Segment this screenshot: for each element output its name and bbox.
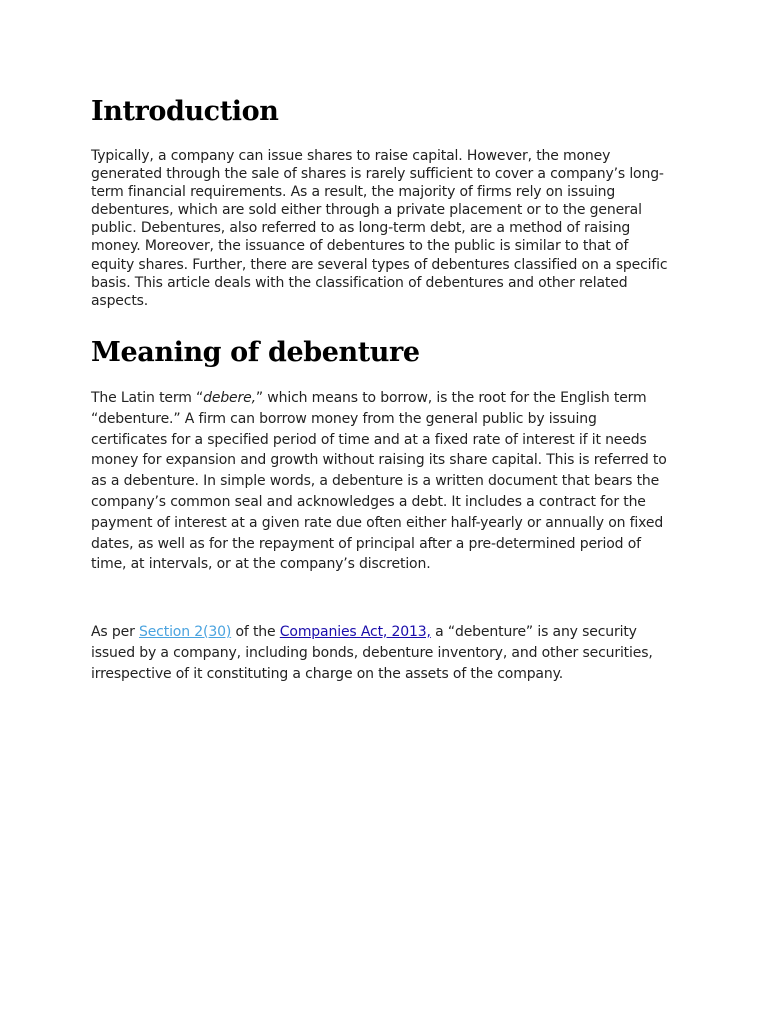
companies-act-link[interactable]: Companies Act, 2013,	[279, 624, 431, 640]
meaning-heading: Meaning of debenture	[91, 337, 420, 368]
latin-term: debere,	[203, 390, 256, 406]
section-definition-paragraph	[91, 622, 673, 684]
introduction-heading: Introduction	[91, 96, 279, 127]
meaning-text-start: The Latin term “	[91, 390, 204, 406]
section-text-end: a “debenture” is any security issued by a company, including bonds, debenture inventory, and other securities, irrespective of it constituting a charge on the assets of the company.	[91, 624, 653, 682]
section-text-start: As per	[91, 624, 139, 640]
section-text-mid: of the	[231, 624, 280, 640]
meaning-text-rest: ” which means to borrow, is the root for the English term “debenture.” A firm can borrow money from the general public by issuing certificates for a specified period of time and at a fixed rate of interest if it needs money for expansion and growth without raising its share capital. This is referred to as a debenture. In simple words, a debenture is a written document that bears the company’s common seal and acknowledges a debt. It includes a contract for the payment of interest at a given rate due often either half-yearly or annually on fixed dates, as well as for the repayment of principal after a pre-determined period of time, at intervals, or at the company’s discretion.	[91, 390, 667, 573]
section-2-30-link[interactable]: Section 2(30)	[138, 624, 232, 640]
meaning-paragraph	[91, 388, 673, 575]
introduction-paragraph: Typically, a company can issue shares to raise capital. However, the money generated through the sale of shares is rarely sufficient to cover a company’s long-term financial requirements. As a result, the majority of firms rely on issuing debentures, which are sold either through a private placement or to the general public. Debentures, also referred to as long-term debt, are a method of raising money. Moreover, the issuance of debentures to the public is similar to that of equity shares. Further, there are several types of debentures classified on a specific basis. This article deals with the classification of debentures and other related aspects.	[91, 148, 668, 309]
